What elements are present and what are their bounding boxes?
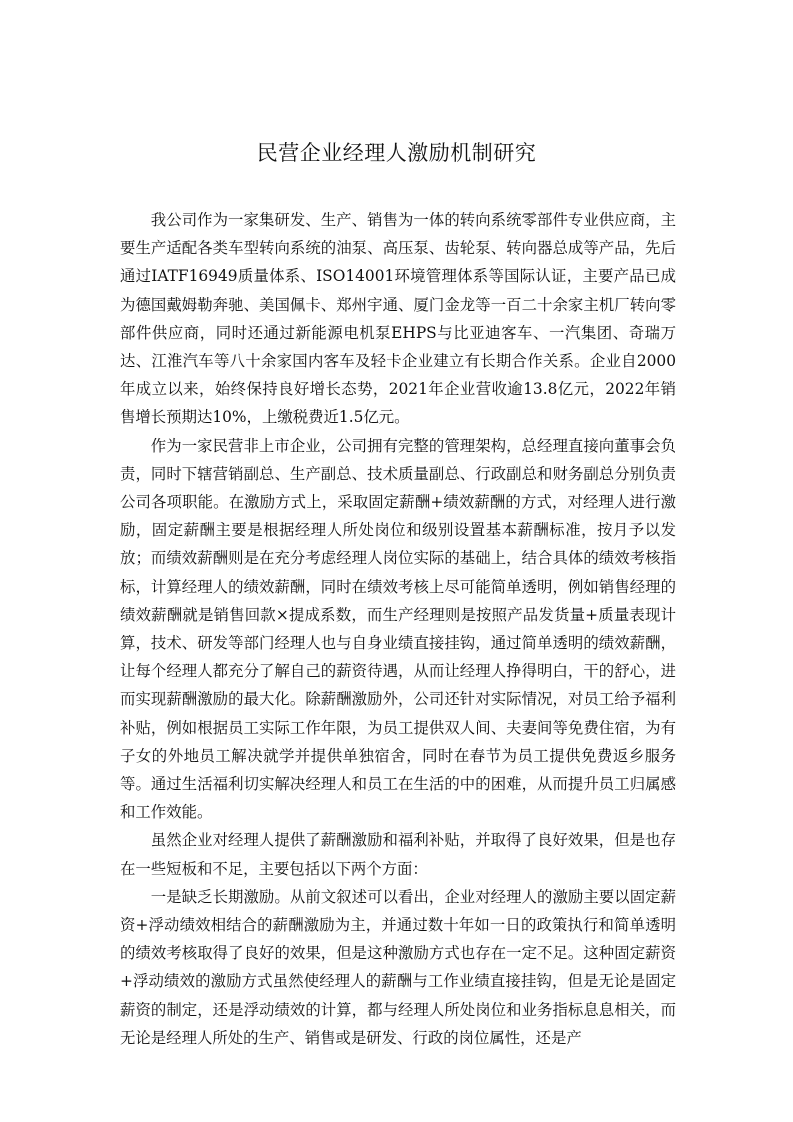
paragraph-long-term-incentive: 一是缺乏长期激励。从前文叙述可以看出，企业对经理人的激励主要以固定薪资+浮动绩效相结合的薪酬激励为主，并通过数十年如一日的政策执行和简单透明的绩效考核取得了良好的效果，但是这种激励方式也存在一定不足。这种固定薪资+浮动绩效的激励方式虽然使经理人的薪酬与工作业绩直接挂钩，但是无论是固定薪资的制定，还是浮动绩效的计算，都与经理人所处岗位和业务指标息息相关，而无论是经理人所处的生产、销售或是研发、行政的岗位属性，还是产 [120,887,676,1047]
paragraph-shortcomings-intro: 虽然企业对经理人提供了薪酬激励和福利补贴，并取得了良好效果，但是也存在一些短板和不足，主要包括以下两个方面： [120,831,676,878]
paragraph-management-incentives: 作为一家民营非上市企业，公司拥有完整的管理架构，总经理直接向董事会负责，同时下辖营销副总、生产副总、技术质量副总、行政副总和财务副总分别负责公司各项职能。在激励方式上，采取固定薪酬+绩效薪酬的方式，对经理人进行激励，固定薪酬主要是根据经理人所处岗位和级别设置基本薪酬标准，按月予以发放；而绩效薪酬则是在充分考虑经理人岗位实际的基础上，结合具体的绩效考核指标，计算经理人的绩效薪酬，同时在绩效考核上尽可能简单透明，例如销售经理的绩效薪酬就是销售回款×提成系数，而生产经理则是按照产品发货量+质量表现计算，技术、研发等部门经理人也与自身业绩直接挂钩，通过简单透明的绩效薪酬，让每个经理人都充分了解自己的薪资待遇，从而让经理人挣得明白，干的舒心，进而实现薪酬激励的最大化。除薪酬激励外，公司还针对实际情况，对员工给予福利补贴，例如根据员工实际工作年限，为员工提供双人间、夫妻间等免费住宿，为有子女的外地员工解决就学并提供单独宿舍，同时在春节为员工提供免费返乡服务等。通过生活福利切实解决经理人和员工在生活的中的困难，从而提升员工归属感和工作效能。 [120,436,676,822]
body-text [120,206,676,1052]
page-title: 民营企业经理人激励机制研究 [256,141,537,165]
paragraph-company-overview: 我公司作为一家集研发、生产、销售为一体的转向系统零部件专业供应商，主要生产适配各类车型转向系统的油泵、高压泵、齿轮泵、转向器总成等产品，先后通过IATF16949质量体系、ISO14001环境管理体系等国际认证，主要产品已成为德国戴姆勒奔驰、美国佩卡、郑州宇通、厦门金龙等一百二十余家主机厂转向零部件供应商，同时还通过新能源电机泵EHPS与比亚迪客车、一汽集团、奇瑞万达、江淮汽车等八十余家国内客车及轻卡企业建立有长期合作关系。企业自2000年成立以来，始终保持良好增长态势，2021年企业营收逾13.8亿元，2022年销售增长预期达10%，上缴税费近1.5亿元。 [120,211,676,427]
